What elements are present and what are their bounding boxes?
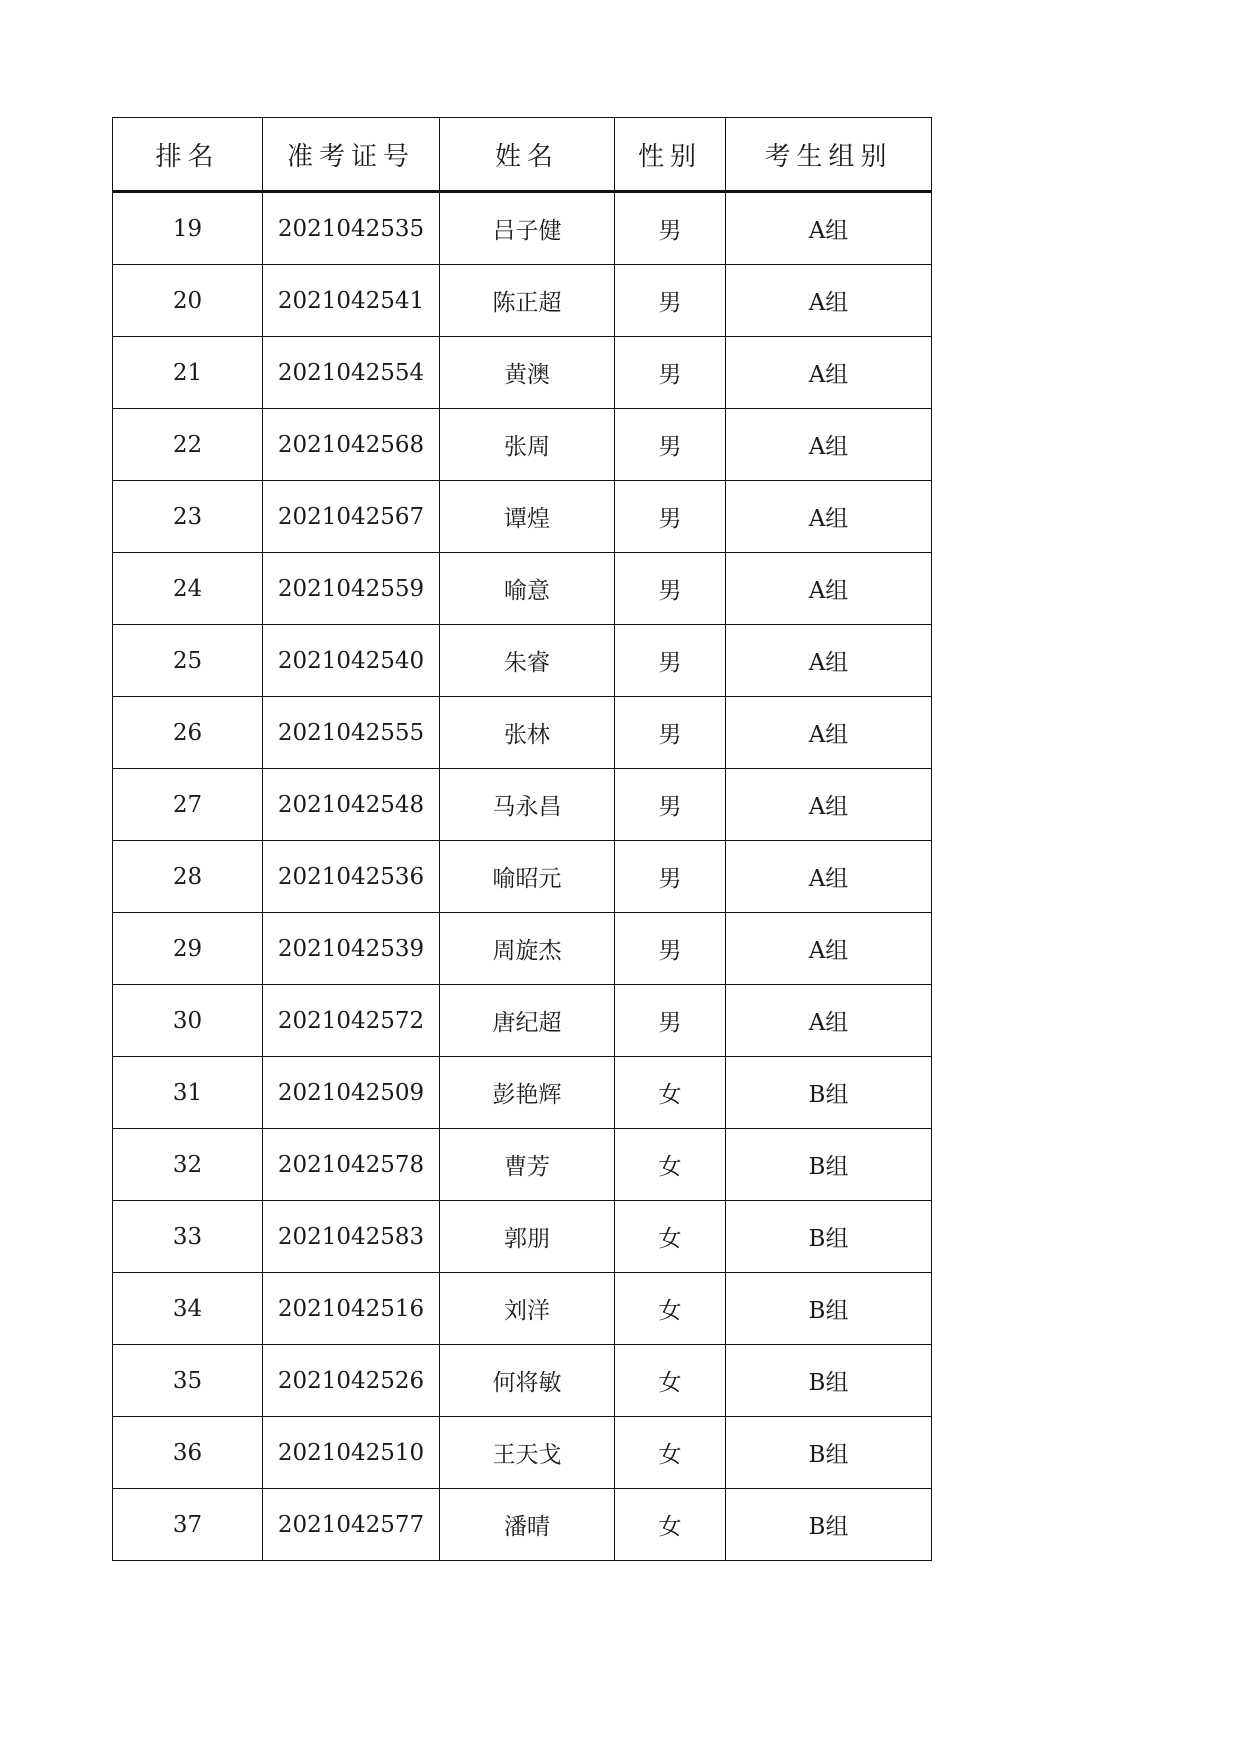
ranking-table — [112, 117, 932, 1561]
cell-name: 喻意 — [440, 553, 615, 625]
cell-rank: 32 — [113, 1129, 263, 1201]
cell-rank: 34 — [113, 1273, 263, 1345]
cell-name: 王天戈 — [440, 1417, 615, 1489]
cell-group: A组 — [726, 769, 932, 841]
cell-group: A组 — [726, 625, 932, 697]
cell-exam-id: 2021042526 — [263, 1345, 440, 1417]
cell-name: 郭朋 — [440, 1201, 615, 1273]
cell-name: 喻昭元 — [440, 841, 615, 913]
cell-gender: 女 — [615, 1201, 726, 1273]
cell-exam-id: 2021042568 — [263, 409, 440, 481]
cell-rank: 31 — [113, 1057, 263, 1129]
cell-exam-id: 2021042572 — [263, 985, 440, 1057]
table-row — [113, 769, 932, 841]
cell-exam-id: 2021042516 — [263, 1273, 440, 1345]
cell-group: B组 — [726, 1129, 932, 1201]
table-body — [113, 192, 932, 1561]
cell-exam-id: 2021042536 — [263, 841, 440, 913]
document-page — [112, 117, 932, 1561]
cell-rank: 23 — [113, 481, 263, 553]
table-row — [113, 1345, 932, 1417]
cell-exam-id: 2021042535 — [263, 192, 440, 265]
cell-rank: 20 — [113, 265, 263, 337]
cell-name: 朱睿 — [440, 625, 615, 697]
table-row — [113, 1273, 932, 1345]
cell-group: B组 — [726, 1417, 932, 1489]
cell-rank: 37 — [113, 1489, 263, 1561]
cell-gender: 女 — [615, 1129, 726, 1201]
cell-group: A组 — [726, 192, 932, 265]
cell-exam-id: 2021042541 — [263, 265, 440, 337]
cell-rank: 36 — [113, 1417, 263, 1489]
table-header — [113, 118, 932, 192]
cell-name: 吕子健 — [440, 192, 615, 265]
cell-exam-id: 2021042559 — [263, 553, 440, 625]
table-row — [113, 192, 932, 265]
cell-gender: 男 — [615, 337, 726, 409]
table-row — [113, 1417, 932, 1489]
cell-name: 谭煌 — [440, 481, 615, 553]
cell-exam-id: 2021042510 — [263, 1417, 440, 1489]
cell-group: A组 — [726, 409, 932, 481]
cell-name: 黄澳 — [440, 337, 615, 409]
table-row — [113, 913, 932, 985]
cell-group: B组 — [726, 1057, 932, 1129]
cell-gender: 女 — [615, 1057, 726, 1129]
cell-gender: 男 — [615, 625, 726, 697]
cell-rank: 33 — [113, 1201, 263, 1273]
cell-name: 张周 — [440, 409, 615, 481]
cell-name: 陈正超 — [440, 265, 615, 337]
cell-name: 唐纪超 — [440, 985, 615, 1057]
cell-gender: 男 — [615, 409, 726, 481]
table-row — [113, 697, 932, 769]
cell-name: 张林 — [440, 697, 615, 769]
cell-gender: 男 — [615, 697, 726, 769]
cell-exam-id: 2021042555 — [263, 697, 440, 769]
cell-exam-id: 2021042539 — [263, 913, 440, 985]
cell-exam-id: 2021042509 — [263, 1057, 440, 1129]
cell-name: 彭艳辉 — [440, 1057, 615, 1129]
cell-exam-id: 2021042577 — [263, 1489, 440, 1561]
cell-exam-id: 2021042554 — [263, 337, 440, 409]
cell-rank: 24 — [113, 553, 263, 625]
cell-rank: 19 — [113, 192, 263, 265]
cell-gender: 男 — [615, 913, 726, 985]
cell-group: A组 — [726, 337, 932, 409]
table-row — [113, 985, 932, 1057]
cell-name: 曹芳 — [440, 1129, 615, 1201]
table-row — [113, 481, 932, 553]
cell-gender: 男 — [615, 985, 726, 1057]
cell-gender: 女 — [615, 1273, 726, 1345]
header-row — [113, 118, 932, 192]
cell-exam-id: 2021042578 — [263, 1129, 440, 1201]
table-row — [113, 841, 932, 913]
cell-group: B组 — [726, 1201, 932, 1273]
cell-gender: 女 — [615, 1417, 726, 1489]
cell-rank: 25 — [113, 625, 263, 697]
cell-gender: 男 — [615, 481, 726, 553]
table-row — [113, 1489, 932, 1561]
cell-group: A组 — [726, 553, 932, 625]
cell-exam-id: 2021042583 — [263, 1201, 440, 1273]
table-row — [113, 625, 932, 697]
cell-group: B组 — [726, 1273, 932, 1345]
cell-name: 潘晴 — [440, 1489, 615, 1561]
table-row — [113, 1129, 932, 1201]
cell-rank: 28 — [113, 841, 263, 913]
cell-group: A组 — [726, 697, 932, 769]
cell-group: B组 — [726, 1345, 932, 1417]
cell-rank: 26 — [113, 697, 263, 769]
cell-rank: 30 — [113, 985, 263, 1057]
cell-group: B组 — [726, 1489, 932, 1561]
cell-exam-id: 2021042548 — [263, 769, 440, 841]
header-group: 考生组别 — [726, 118, 932, 192]
cell-group: A组 — [726, 481, 932, 553]
table-row — [113, 553, 932, 625]
header-name: 姓名 — [440, 118, 615, 192]
cell-name: 周旋杰 — [440, 913, 615, 985]
cell-rank: 27 — [113, 769, 263, 841]
table-row — [113, 409, 932, 481]
cell-exam-id: 2021042540 — [263, 625, 440, 697]
header-rank: 排名 — [113, 118, 263, 192]
cell-name: 刘洋 — [440, 1273, 615, 1345]
cell-gender: 女 — [615, 1489, 726, 1561]
cell-gender: 男 — [615, 553, 726, 625]
header-exam-id: 准考证号 — [263, 118, 440, 192]
cell-gender: 男 — [615, 192, 726, 265]
cell-group: A组 — [726, 985, 932, 1057]
table-row — [113, 1057, 932, 1129]
cell-group: A组 — [726, 913, 932, 985]
cell-group: A组 — [726, 265, 932, 337]
cell-gender: 女 — [615, 1345, 726, 1417]
cell-rank: 35 — [113, 1345, 263, 1417]
cell-gender: 男 — [615, 769, 726, 841]
cell-rank: 21 — [113, 337, 263, 409]
header-gender: 性别 — [615, 118, 726, 192]
cell-rank: 22 — [113, 409, 263, 481]
cell-exam-id: 2021042567 — [263, 481, 440, 553]
cell-gender: 男 — [615, 265, 726, 337]
table-row — [113, 265, 932, 337]
cell-rank: 29 — [113, 913, 263, 985]
cell-name: 马永昌 — [440, 769, 615, 841]
cell-name: 何将敏 — [440, 1345, 615, 1417]
cell-group: A组 — [726, 841, 932, 913]
table-row — [113, 1201, 932, 1273]
table-row — [113, 337, 932, 409]
cell-gender: 男 — [615, 841, 726, 913]
